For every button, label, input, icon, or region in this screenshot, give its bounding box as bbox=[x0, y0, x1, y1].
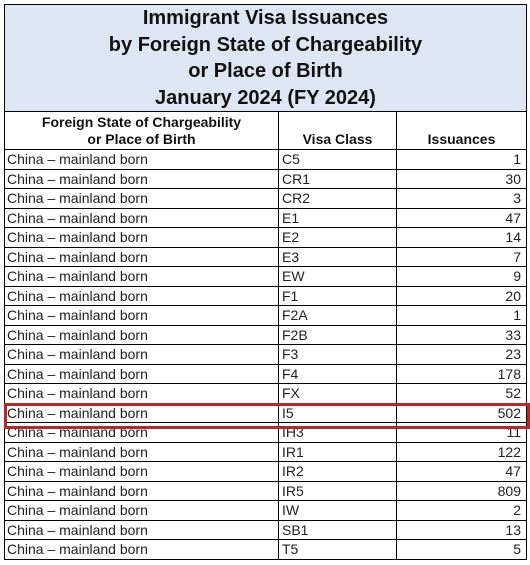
cell-issuances: 47 bbox=[397, 208, 527, 228]
table-row bbox=[5, 423, 527, 443]
cell-issuances: 9 bbox=[397, 267, 527, 287]
cell-country: China – mainland born bbox=[5, 501, 279, 521]
table-row bbox=[5, 169, 527, 189]
cell-visa-class: F2B bbox=[279, 325, 397, 345]
cell-country: China – mainland born bbox=[5, 384, 279, 404]
cell-issuances: 7 bbox=[397, 247, 527, 267]
cell-visa-class: IW bbox=[279, 501, 397, 521]
cell-country: China – mainland born bbox=[5, 189, 279, 209]
cell-country: China – mainland born bbox=[5, 150, 279, 170]
table-row bbox=[5, 325, 527, 345]
cell-visa-class: IH3 bbox=[279, 423, 397, 443]
cell-country: China – mainland born bbox=[5, 481, 279, 501]
cell-issuances: 1 bbox=[397, 150, 527, 170]
cell-issuances: 11 bbox=[397, 423, 527, 443]
cell-visa-class: IR5 bbox=[279, 481, 397, 501]
cell-issuances: 30 bbox=[397, 169, 527, 189]
title-line-3: or Place of Birth bbox=[188, 60, 343, 82]
cell-issuances: 47 bbox=[397, 462, 527, 482]
cell-issuances: 20 bbox=[397, 286, 527, 306]
cell-visa-class: CR1 bbox=[279, 169, 397, 189]
table-row bbox=[5, 306, 527, 326]
cell-issuances: 502 bbox=[397, 403, 527, 423]
table-row bbox=[5, 247, 527, 267]
cell-visa-class: F1 bbox=[279, 286, 397, 306]
cell-country: China – mainland born bbox=[5, 169, 279, 189]
table-row bbox=[5, 540, 527, 560]
table-row bbox=[5, 208, 527, 228]
cell-country: China – mainland born bbox=[5, 403, 279, 423]
cell-visa-class: E2 bbox=[279, 228, 397, 248]
table-title bbox=[5, 5, 527, 112]
cell-visa-class: CR2 bbox=[279, 189, 397, 209]
cell-issuances: 5 bbox=[397, 540, 527, 560]
cell-issuances: 122 bbox=[397, 442, 527, 462]
title-line-4: January 2024 (FY 2024) bbox=[155, 86, 376, 109]
cell-issuances: 33 bbox=[397, 325, 527, 345]
header-row bbox=[5, 112, 527, 150]
column-header-country-line2: or Place of Birth bbox=[87, 130, 196, 147]
cell-country: China – mainland born bbox=[5, 423, 279, 443]
cell-issuances: 13 bbox=[397, 520, 527, 540]
cell-country: China – mainland born bbox=[5, 267, 279, 287]
cell-visa-class: E3 bbox=[279, 247, 397, 267]
table-row bbox=[5, 384, 527, 404]
cell-visa-class: F3 bbox=[279, 345, 397, 365]
cell-visa-class: EW bbox=[279, 267, 397, 287]
cell-country: China – mainland born bbox=[5, 208, 279, 228]
table-row bbox=[5, 501, 527, 521]
cell-issuances: 3 bbox=[397, 189, 527, 209]
cell-visa-class: FX bbox=[279, 384, 397, 404]
cell-visa-class: F2A bbox=[279, 306, 397, 326]
cell-visa-class: IR1 bbox=[279, 442, 397, 462]
cell-visa-class: F4 bbox=[279, 364, 397, 384]
cell-issuances: 178 bbox=[397, 364, 527, 384]
table-row bbox=[5, 462, 527, 482]
document-page bbox=[4, 4, 526, 560]
title-line-2: by Foreign State of Chargeability bbox=[108, 33, 423, 56]
cell-visa-class: IR2 bbox=[279, 462, 397, 482]
cell-visa-class: I5 bbox=[279, 403, 397, 423]
table-row bbox=[5, 189, 527, 209]
cell-issuances: 14 bbox=[397, 228, 527, 248]
table-row bbox=[5, 150, 527, 170]
cell-visa-class: SB1 bbox=[279, 520, 397, 540]
cell-issuances: 2 bbox=[397, 501, 527, 521]
column-header-country-line1: Foreign State of Chargeability bbox=[41, 113, 242, 130]
column-header-issuances: Issuances bbox=[397, 112, 527, 150]
table-row bbox=[5, 267, 527, 287]
table-row bbox=[5, 228, 527, 248]
cell-country: China – mainland born bbox=[5, 442, 279, 462]
cell-issuances: 809 bbox=[397, 481, 527, 501]
cell-visa-class: T5 bbox=[279, 540, 397, 560]
visa-issuance-table bbox=[4, 4, 527, 560]
table-row bbox=[5, 403, 527, 423]
cell-country: China – mainland born bbox=[5, 228, 279, 248]
table-row bbox=[5, 442, 527, 462]
table-row bbox=[5, 481, 527, 501]
cell-visa-class: C5 bbox=[279, 150, 397, 170]
column-header-country bbox=[5, 112, 279, 150]
cell-country: China – mainland born bbox=[5, 306, 279, 326]
cell-visa-class: E1 bbox=[279, 208, 397, 228]
cell-country: China – mainland born bbox=[5, 247, 279, 267]
cell-country: China – mainland born bbox=[5, 540, 279, 560]
column-header-visa-class: Visa Class bbox=[279, 112, 397, 150]
table-body bbox=[5, 150, 527, 560]
cell-country: China – mainland born bbox=[5, 462, 279, 482]
cell-country: China – mainland born bbox=[5, 325, 279, 345]
cell-country: China – mainland born bbox=[5, 286, 279, 306]
table-row bbox=[5, 286, 527, 306]
cell-country: China – mainland born bbox=[5, 364, 279, 384]
cell-country: China – mainland born bbox=[5, 520, 279, 540]
title-line-1: Immigrant Visa Issuances bbox=[142, 7, 389, 29]
table-row bbox=[5, 345, 527, 365]
table-row bbox=[5, 520, 527, 540]
cell-issuances: 23 bbox=[397, 345, 527, 365]
table-row bbox=[5, 364, 527, 384]
cell-issuances: 52 bbox=[397, 384, 527, 404]
cell-issuances: 1 bbox=[397, 306, 527, 326]
cell-country: China – mainland born bbox=[5, 345, 279, 365]
